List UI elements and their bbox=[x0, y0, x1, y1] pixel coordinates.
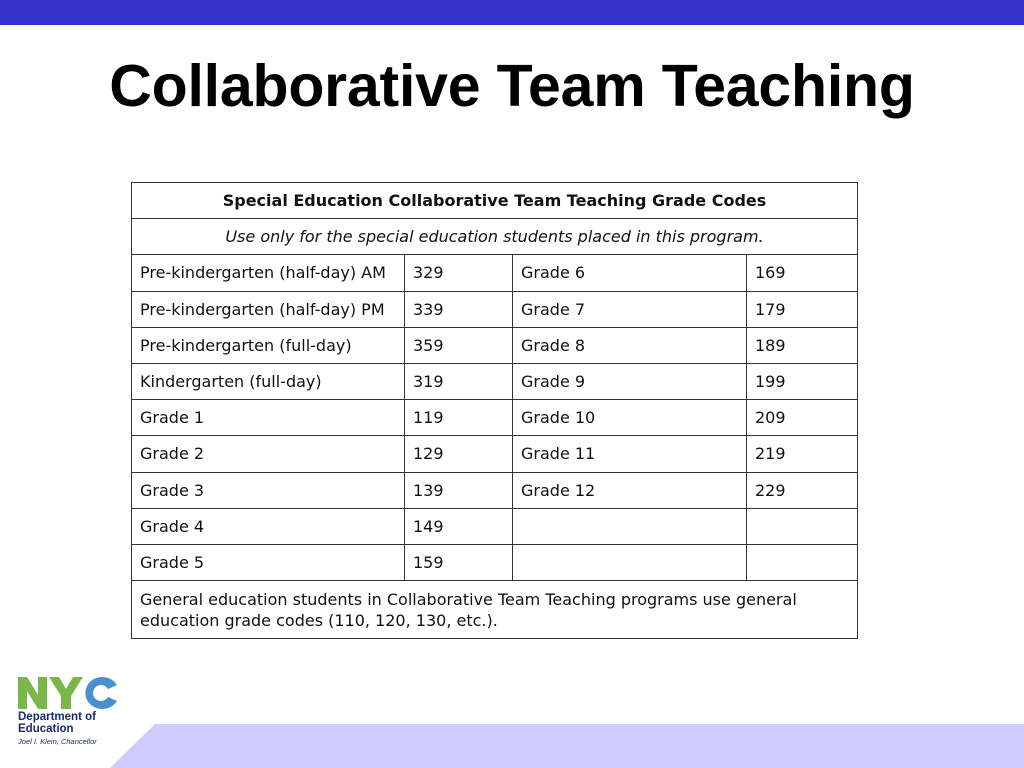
grade-codes-table bbox=[131, 182, 858, 639]
grade-name-cell: Pre-kindergarten (half-day) AM bbox=[132, 255, 405, 291]
slide-title: Collaborative Team Teaching bbox=[109, 53, 915, 119]
grade-name-cell: Grade 2 bbox=[132, 436, 405, 472]
grade-name-cell: Pre-kindergarten (full-day) bbox=[132, 327, 405, 363]
table-subheader-row bbox=[132, 219, 858, 255]
grade-name-cell: Grade 11 bbox=[513, 436, 747, 472]
grade-code-cell: 139 bbox=[405, 472, 513, 508]
table-row bbox=[132, 363, 858, 399]
table-row bbox=[132, 255, 858, 291]
table-footnote: General education students in Collaborative Team Teaching programs use general education grade codes (110, 120, 130, etc.). bbox=[132, 581, 858, 639]
grade-code-cell: 219 bbox=[747, 436, 858, 472]
grade-name-cell bbox=[513, 544, 747, 580]
nyc-logo-icon bbox=[18, 675, 120, 711]
grade-name-cell: Grade 8 bbox=[513, 327, 747, 363]
grade-code-cell bbox=[747, 508, 858, 544]
grade-name-cell: Grade 5 bbox=[132, 544, 405, 580]
grade-code-cell: 129 bbox=[405, 436, 513, 472]
bottom-accent-band bbox=[0, 724, 1024, 768]
table-row bbox=[132, 327, 858, 363]
grade-code-cell: 359 bbox=[405, 327, 513, 363]
grade-code-cell: 159 bbox=[405, 544, 513, 580]
table-row bbox=[132, 544, 858, 580]
grade-name-cell: Pre-kindergarten (half-day) PM bbox=[132, 291, 405, 327]
grade-name-cell: Grade 1 bbox=[132, 400, 405, 436]
grade-code-cell: 119 bbox=[405, 400, 513, 436]
grade-code-cell: 189 bbox=[747, 327, 858, 363]
table-row bbox=[132, 472, 858, 508]
table-footnote-row bbox=[132, 581, 858, 639]
grade-name-cell: Grade 7 bbox=[513, 291, 747, 327]
table-header-row bbox=[132, 183, 858, 219]
grade-name-cell bbox=[513, 508, 747, 544]
table-header: Special Education Collaborative Team Teaching Grade Codes bbox=[132, 183, 858, 219]
table-subheader: Use only for the special education students placed in this program. bbox=[132, 219, 858, 255]
logo-text-chancellor: Joel I. Klein, Chancellor bbox=[18, 737, 97, 746]
table-row bbox=[132, 508, 858, 544]
top-accent-bar bbox=[0, 0, 1024, 25]
grade-code-cell: 149 bbox=[405, 508, 513, 544]
grade-code-cell: 339 bbox=[405, 291, 513, 327]
grade-code-cell: 169 bbox=[747, 255, 858, 291]
grade-name-cell: Kindergarten (full-day) bbox=[132, 363, 405, 399]
grade-code-cell: 329 bbox=[405, 255, 513, 291]
grade-code-cell: 179 bbox=[747, 291, 858, 327]
grade-name-cell: Grade 4 bbox=[132, 508, 405, 544]
table-row bbox=[132, 291, 858, 327]
grade-name-cell: Grade 6 bbox=[513, 255, 747, 291]
grade-code-cell bbox=[747, 544, 858, 580]
grade-code-cell: 319 bbox=[405, 363, 513, 399]
grade-code-cell: 229 bbox=[747, 472, 858, 508]
logo-text-education: Education bbox=[18, 723, 74, 735]
doe-logo bbox=[18, 675, 128, 746]
grade-code-cell: 199 bbox=[747, 363, 858, 399]
grade-name-cell: Grade 10 bbox=[513, 400, 747, 436]
table-row bbox=[132, 436, 858, 472]
grade-code-cell: 209 bbox=[747, 400, 858, 436]
grade-name-cell: Grade 9 bbox=[513, 363, 747, 399]
grade-name-cell: Grade 12 bbox=[513, 472, 747, 508]
table-row bbox=[132, 400, 858, 436]
grade-name-cell: Grade 3 bbox=[132, 472, 405, 508]
logo-text-department: Department of bbox=[18, 711, 96, 723]
